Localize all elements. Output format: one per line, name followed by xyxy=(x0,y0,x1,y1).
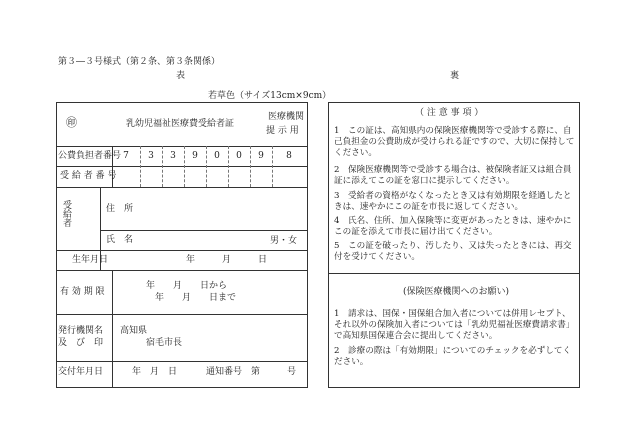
front-side-label: 表 xyxy=(176,71,186,81)
note-2: 2 保険医療機関等で受診する場合は、被保険者証又は組合員証に添えてこの証を窓口に提示してください。 xyxy=(334,165,572,187)
digit-divider xyxy=(140,146,141,187)
payer-digit: 3 xyxy=(148,151,154,161)
presentation-label-line1: 医療機関 xyxy=(268,112,305,122)
payer-digit: 8 xyxy=(286,151,292,161)
issuer-label-line1: 発行機関名 xyxy=(58,326,104,336)
digit-divider xyxy=(272,146,273,187)
digit-divider xyxy=(184,146,185,187)
rule xyxy=(56,314,308,315)
payer-digit: 9 xyxy=(258,151,264,161)
issuer-prefecture: 高知県 xyxy=(120,326,148,336)
payer-digit: 0 xyxy=(236,151,242,161)
payer-digit: 0 xyxy=(214,151,220,161)
rule xyxy=(56,187,308,188)
issuer-label-line2: 及 び 印 xyxy=(58,338,104,348)
digit-divider xyxy=(228,146,229,187)
request-title: (保険医療機関へのお願い) xyxy=(403,287,510,297)
rule xyxy=(56,146,308,147)
rule xyxy=(56,361,308,362)
validity-label: 有 効 期 限 xyxy=(60,287,105,297)
rule xyxy=(56,250,308,251)
rule xyxy=(56,166,308,167)
rule xyxy=(112,270,113,388)
request-2: 2 診療の際は「有効期限」についてのチェックを必ずしてください。 xyxy=(334,346,572,368)
seal-mark: ㊞ xyxy=(66,116,77,129)
notes-title: （ 注 意 事 項 ） xyxy=(415,108,484,118)
recipient-vertical-label: 受給者 xyxy=(61,200,71,227)
name-label: 氏 名 xyxy=(106,235,134,245)
validity-from: 年 月 日から xyxy=(146,281,228,291)
payer-number-label: 公費負担者番号 xyxy=(58,151,122,161)
digit-divider xyxy=(206,146,207,187)
rule xyxy=(328,273,580,274)
presentation-label-line2: 提 示 用 xyxy=(266,126,299,136)
address-label: 住 所 xyxy=(106,204,134,214)
issue-date-value: 年 月 日 xyxy=(132,367,178,377)
note-3: 3 受給者の資格がなくなったとき又は有効期限を経過したときは、速やかにこの証を市長に返してください。 xyxy=(334,191,572,213)
recipient-number-label: 受 給 者 番 号 xyxy=(60,171,117,181)
rule xyxy=(100,230,308,231)
back-side-label: 裏 xyxy=(450,71,460,81)
dob-value: 年 月 日 xyxy=(186,255,268,265)
paper-note: 若草色（サイズ13cm×9cm） xyxy=(208,91,332,101)
note-5: 5 この証を破ったり、汚したり、又は失ったときには、再交付を受けてください。 xyxy=(334,241,572,263)
request-1: 1 請求は、国保・国保組合加入者については併用レセプト、それ以外の保険加入者については「乳幼児福祉医療費請求書」で高知県国保連合会に提出してください。 xyxy=(334,309,575,342)
payer-digit: 7 xyxy=(123,151,129,161)
payer-digit: 3 xyxy=(170,151,176,161)
issuer-city-mayor: 宿毛市長 xyxy=(146,338,183,348)
digit-divider xyxy=(250,146,251,187)
card-title: 乳幼児福祉医療費受給者証 xyxy=(126,119,235,129)
validity-to: 年 月 日まで xyxy=(155,293,237,303)
dob-label: 生年月日 xyxy=(72,255,109,265)
note-1: 1 この証は、高知県内の保険医療機関等で受診する際に、自己負担金の公費助成が受けられる証ですので、大切に保持してください。 xyxy=(334,126,575,159)
rule xyxy=(56,270,308,271)
issue-date-label: 交付年月日 xyxy=(58,367,104,377)
form-number: 第３―３号様式（第２条、第３条関係） xyxy=(58,57,221,67)
payer-digit: 9 xyxy=(192,151,198,161)
note-4: 4 氏名、住所、加入保険等に変更があったときは、速やかにこの証を添えて市長に届け出てください。 xyxy=(334,216,572,238)
notice-number: 通知番号 第 号 xyxy=(206,367,297,377)
sex-field: 男・女 xyxy=(270,236,298,246)
digit-divider xyxy=(162,146,163,187)
